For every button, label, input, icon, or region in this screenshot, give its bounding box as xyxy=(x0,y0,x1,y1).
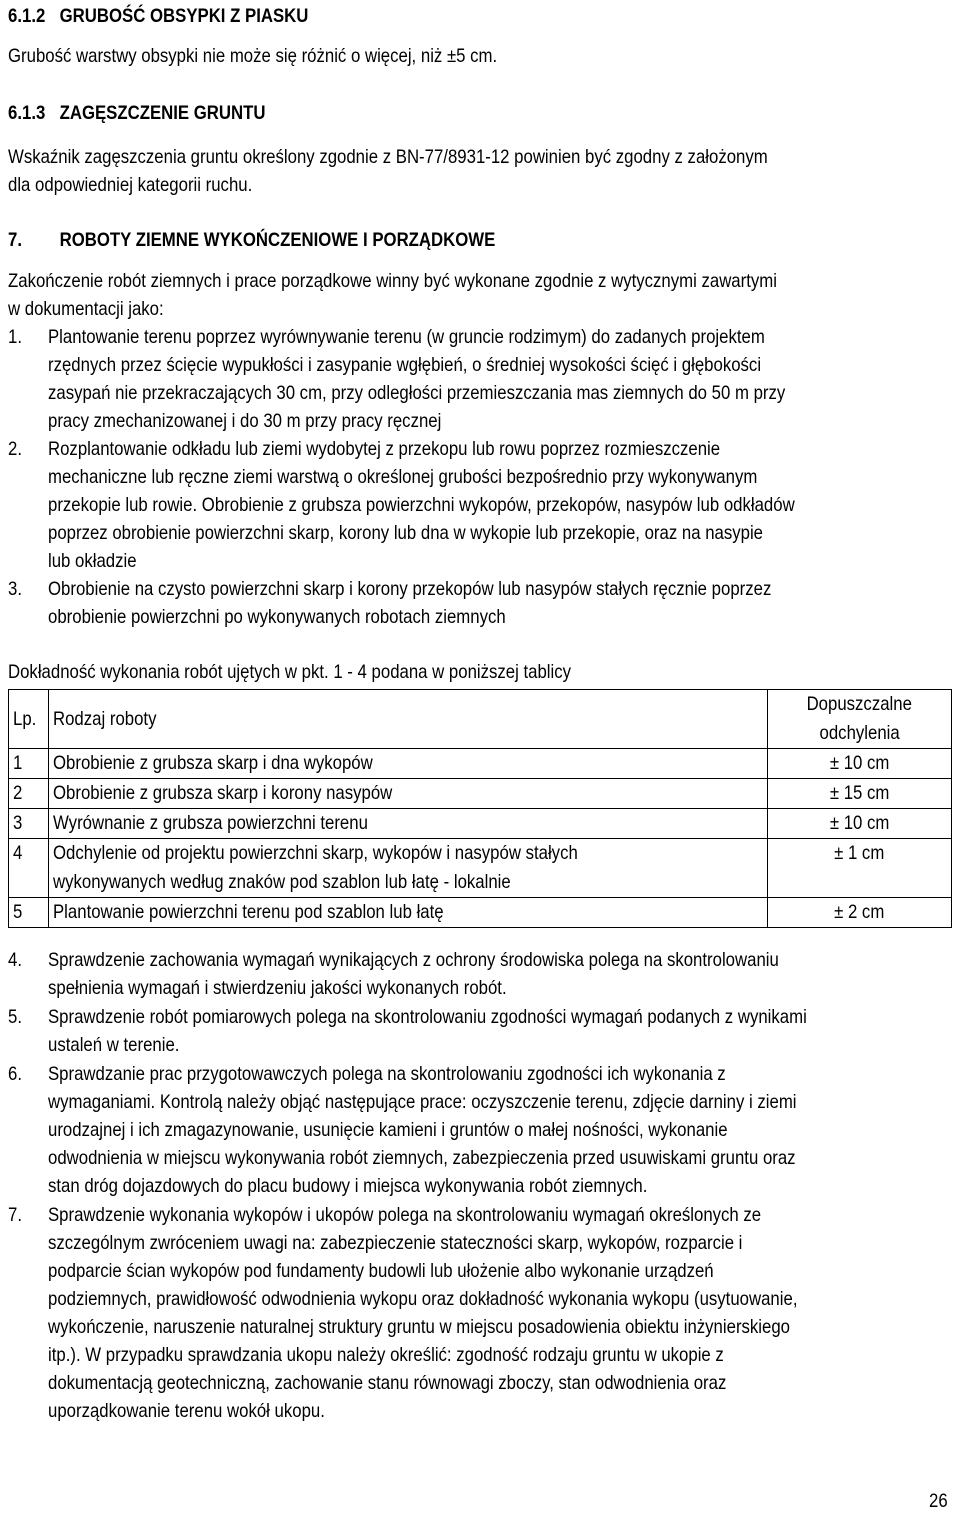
list-item-number: 4. xyxy=(8,949,22,971)
list-item-line: itp.). W przypadku sprawdzania ukopu należy określić: zgodność rodzaju gruntu w ukopie z xyxy=(48,1344,724,1366)
accuracy-table xyxy=(8,689,952,928)
list-item-line: dokumentacją geotechniczną, zachowanie stanu równowagi zboczy, stan odwodnienia oraz xyxy=(48,1372,727,1394)
list-item-line: Sprawdzenie zachowania wymagań wynikających z ochrony środowiska polega na skontrolowaniu xyxy=(48,949,779,971)
paragraph-line: w dokumentacji jako: xyxy=(8,298,164,320)
list-item-line: spełnienia wymagań i stwierdzeniu jakości wykonanych robót. xyxy=(48,977,507,999)
list-item-line: odwodnienia w miejscu wykonywania robót ziemnych, zabezpieczenia przed usuwiskami gruntu oraz xyxy=(48,1147,796,1169)
list-item-line: uporządkowanie terenu wokół ukopu. xyxy=(48,1400,325,1422)
cell-type: Obrobienie z grubsza skarp i dna wykopów xyxy=(48,749,767,779)
section-number: 6.1.3 xyxy=(8,102,46,124)
header-lp: Lp. xyxy=(9,690,49,749)
list-item-line: szczególnym zwróceniem uwagi na: zabezpieczenie stateczności skarp, wykopów, rozparcie i xyxy=(48,1232,743,1254)
section-heading-6-1-2 xyxy=(8,4,308,28)
cell-type: Plantowanie powierzchni terenu pod szablon lub łatę xyxy=(48,898,767,928)
list-item-number: 1. xyxy=(8,326,22,348)
cell-lp: 4 xyxy=(9,839,49,898)
section-number: 6.1.2 xyxy=(8,5,46,27)
cell-deviation: ± 15 cm xyxy=(768,779,952,809)
list-item-line: Rozplantowanie odkładu lub ziemi wydobytej z przekopu lub rowu poprzez rozmieszczenie xyxy=(48,438,721,460)
list-item-number: 6. xyxy=(8,1063,22,1085)
list-item-line: obrobienie powierzchni po wykonywanych robotach ziemnych xyxy=(48,606,506,628)
table-row xyxy=(9,809,952,839)
cell-deviation: ± 2 cm xyxy=(768,898,952,928)
list-item-line: ustaleń w terenie. xyxy=(48,1034,180,1056)
section-heading-7 xyxy=(8,228,495,252)
section-title: GRUBOŚĆ OBSYPKI Z PIASKU xyxy=(59,5,309,27)
list-item-line: stan dróg dojazdowych do placu budowy i miejsca wykonywania robót ziemnych. xyxy=(48,1175,648,1197)
list-item-line: mechaniczne lub ręczne ziemi warstwą o określonej grubości bezpośrednio przy wykonywanym xyxy=(48,466,758,488)
section-number: 7. xyxy=(8,229,22,251)
paragraph-line: dla odpowiedniej kategorii ruchu. xyxy=(8,174,253,196)
cell-lp: 3 xyxy=(9,809,49,839)
list-item-line: Sprawdzanie prac przygotowawczych polega na skontrolowaniu zgodności ich wykonania z xyxy=(48,1063,726,1085)
list-item-number: 2. xyxy=(8,438,22,460)
section-title: ROBOTY ZIEMNE WYKOŃCZENIOWE I PORZĄDKOWE xyxy=(59,229,496,251)
list-item-line: zasypań nie przekraczających 30 cm, przy odległości przemieszczania mas ziemnych do 50 m przy xyxy=(48,382,786,404)
cell-deviation: ± 10 cm xyxy=(768,749,952,779)
paragraph-line: Zakończenie robót ziemnych i prace porządkowe winny być wykonane zgodnie z wytycznymi zawartymi xyxy=(8,270,777,292)
list-item-line: lub okładzie xyxy=(48,550,137,572)
list-item-line: Obrobienie na czysto powierzchni skarp i korony przekopów lub nasypów stałych ręcznie poprzez xyxy=(48,578,772,600)
list-item-line: pracy zmechanizowanej i do 30 m przy pracy ręcznej xyxy=(48,410,442,432)
table-header-row xyxy=(9,690,952,749)
section-title: ZAGĘSZCZENIE GRUNTU xyxy=(59,102,266,124)
cell-lp: 2 xyxy=(9,779,49,809)
paragraph-line: Wskaźnik zagęszczenia gruntu określony zgodnie z BN-77/8931-12 powinien być zgodny z założonym xyxy=(8,146,768,168)
cell-deviation: ± 1 cm xyxy=(768,839,952,898)
header-type: Rodzaj roboty xyxy=(48,690,767,749)
table-intro: Dokładność wykonania robót ujętych w pkt. 1 - 4 podana w poniższej tablicy xyxy=(8,661,572,683)
list-item-line: podparcie ścian wykopów pod fundamenty budowli lub ułożenie albo wykonanie urządzeń xyxy=(48,1260,714,1282)
table-row xyxy=(9,898,952,928)
section-heading-6-1-3 xyxy=(8,101,266,125)
table-row xyxy=(9,749,952,779)
list-item-line: urodzajnej i ich zmagazynowanie, usunięcie kamieni i gruntów o małej nośności, wykonanie xyxy=(48,1119,728,1141)
list-item-number: 3. xyxy=(8,578,22,600)
paragraph: Grubość warstwy obsypki nie może się różnić o więcej, niż ±5 cm. xyxy=(8,45,498,67)
list-item-line: wymaganiami. Kontrolą należy objąć następujące prace: oczyszczenie terenu, zdjęcie darniny i ziemi xyxy=(48,1091,797,1113)
list-item-line: Plantowanie terenu poprzez wyrównywanie terenu (w gruncie rodzimym) do zadanych projektem xyxy=(48,326,765,348)
cell-deviation: ± 10 cm xyxy=(768,809,952,839)
cell-type: Wyrównanie z grubsza powierzchni terenu xyxy=(48,809,767,839)
cell-lp: 1 xyxy=(9,749,49,779)
cell-type: Obrobienie z grubsza skarp i korony nasypów xyxy=(48,779,767,809)
header-deviation: Dopuszczalne odchylenia xyxy=(768,690,952,749)
table-row xyxy=(9,779,952,809)
list-item-line: Sprawdzenie robót pomiarowych polega na skontrolowaniu zgodności wymagań podanych z wynikami xyxy=(48,1006,807,1028)
list-item-line: podziemnych, prawidłowość odwodnienia wykopu oraz dokładność wykonania wykopu (usytuowanie, xyxy=(48,1288,798,1310)
cell-lp: 5 xyxy=(9,898,49,928)
list-item-number: 7. xyxy=(8,1204,22,1226)
list-item-line: rzędnych przez ścięcie wypukłości i zasypanie wgłębień, o średniej wysokości ścięć i głębokości xyxy=(48,354,762,376)
cell-type: Odchylenie od projektu powierzchni skarp, wykopów i nasypów stałych wykonywanych według znaków pod szablon lub łatę - lokalnie xyxy=(48,839,767,898)
list-item-line: wykończenie, naruszenie naturalnej struktury gruntu w miejscu posadowienia obiektu inżynierskiego xyxy=(48,1316,791,1338)
table-row xyxy=(9,839,952,898)
list-item-line: Sprawdzenie wykonania wykopów i ukopów polega na skontrolowaniu wymagań określonych ze xyxy=(48,1204,762,1226)
list-item-line: poprzez obrobienie powierzchni skarp, korony lub dna w wykopie lub przekopie, oraz na nasypie xyxy=(48,522,763,544)
list-item-line: przekopie lub rowie. Obrobienie z grubsza powierzchni wykopów, przekopów, nasypów lub odkładów xyxy=(48,494,795,516)
page-number: 26 xyxy=(929,1490,948,1512)
list-item-number: 5. xyxy=(8,1006,22,1028)
